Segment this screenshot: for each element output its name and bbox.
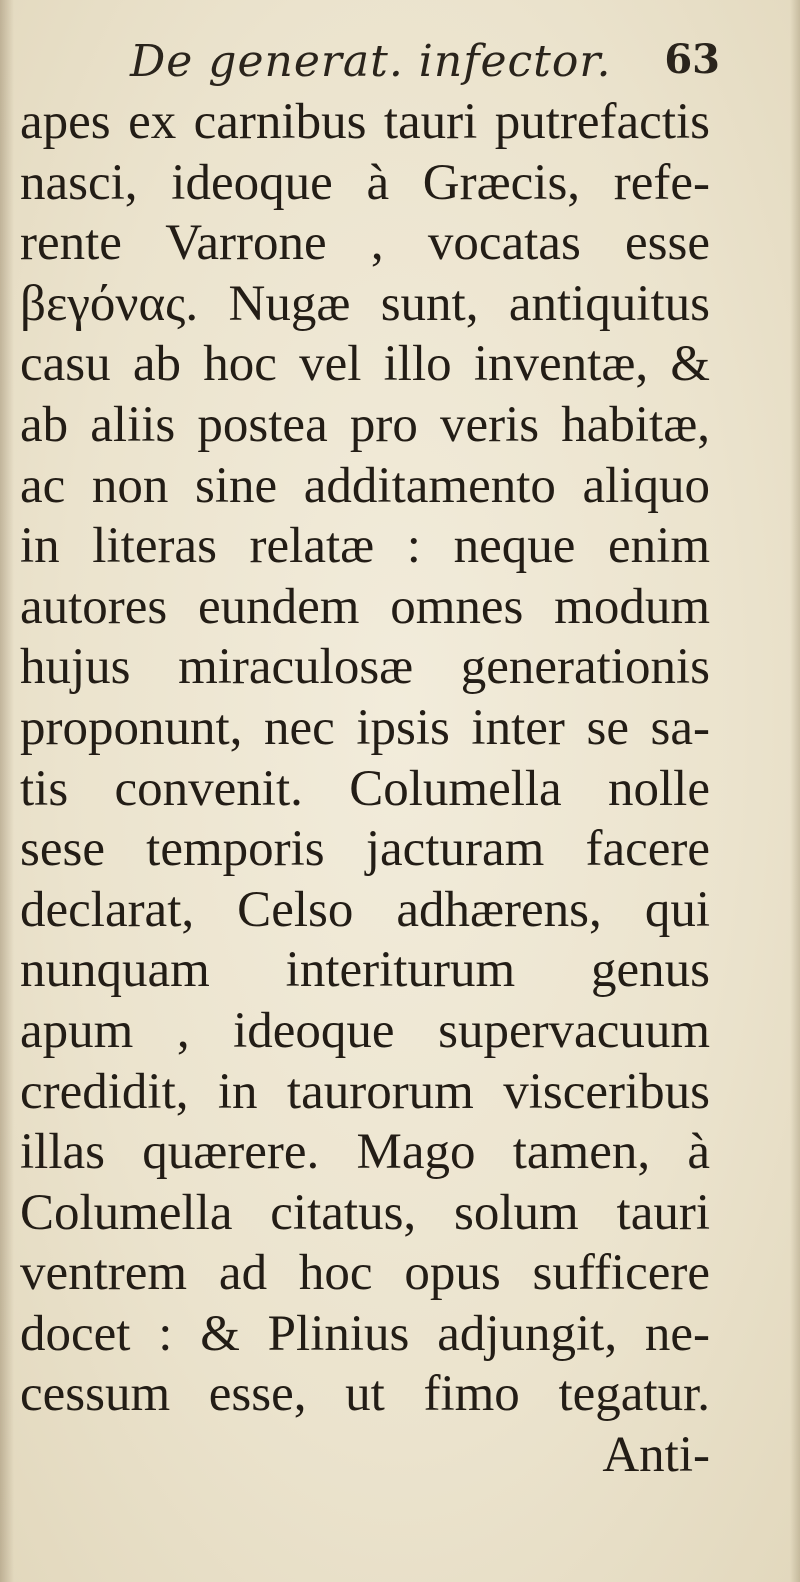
text-line: sese temporis jacturam facere	[20, 821, 710, 878]
text-line: credidit, in taurorum visceribus	[20, 1063, 710, 1120]
text-line: docet : & Plinius adjungit, ne-	[20, 1305, 710, 1362]
text-line: hujus miraculosæ generationis	[20, 639, 710, 696]
text-line: ac non sine additamento aliquo	[20, 457, 710, 514]
text-line: nunquam interiturum genus	[20, 942, 710, 999]
page-number: 63	[664, 36, 720, 83]
text-line: ab aliis postea pro veris habitæ,	[20, 396, 710, 453]
catchword: Anti-	[602, 1427, 710, 1484]
text-line: illas quærere. Mago tamen, à	[20, 1124, 710, 1181]
text-line: tis convenit. Columella nolle	[20, 760, 710, 817]
text-line: in literas relatæ : neque enim	[20, 518, 710, 575]
text-line: proponunt, nec ipsis inter se sa-	[20, 699, 710, 756]
text-line: βεγόνας. Nugæ sunt, antiquitus	[20, 275, 710, 332]
text-line: casu ab hoc vel illo inventæ, &	[20, 336, 710, 393]
text-line: nasci, ideoque à Græcis, refe-	[20, 154, 710, 211]
text-line: cessum esse, ut fimo tegatur.	[20, 1366, 710, 1423]
running-head: De generat. infector.	[130, 36, 612, 87]
text-line: Columella citatus, solum tauri	[20, 1184, 710, 1241]
text-line: ventrem ad hoc opus sufficere	[20, 1245, 710, 1302]
body-text	[20, 92, 710, 1486]
text-line: apum , ideoque supervacuum	[20, 1002, 710, 1059]
text-line: rente Varrone , vocatas esse	[20, 215, 710, 272]
text-line: declarat, Celso adhærens, qui	[20, 881, 710, 938]
text-line: autores eundem omnes modum	[20, 578, 710, 635]
page-header	[130, 36, 720, 96]
text-line: apes ex carnibus tauri putrefactis	[20, 94, 710, 150]
